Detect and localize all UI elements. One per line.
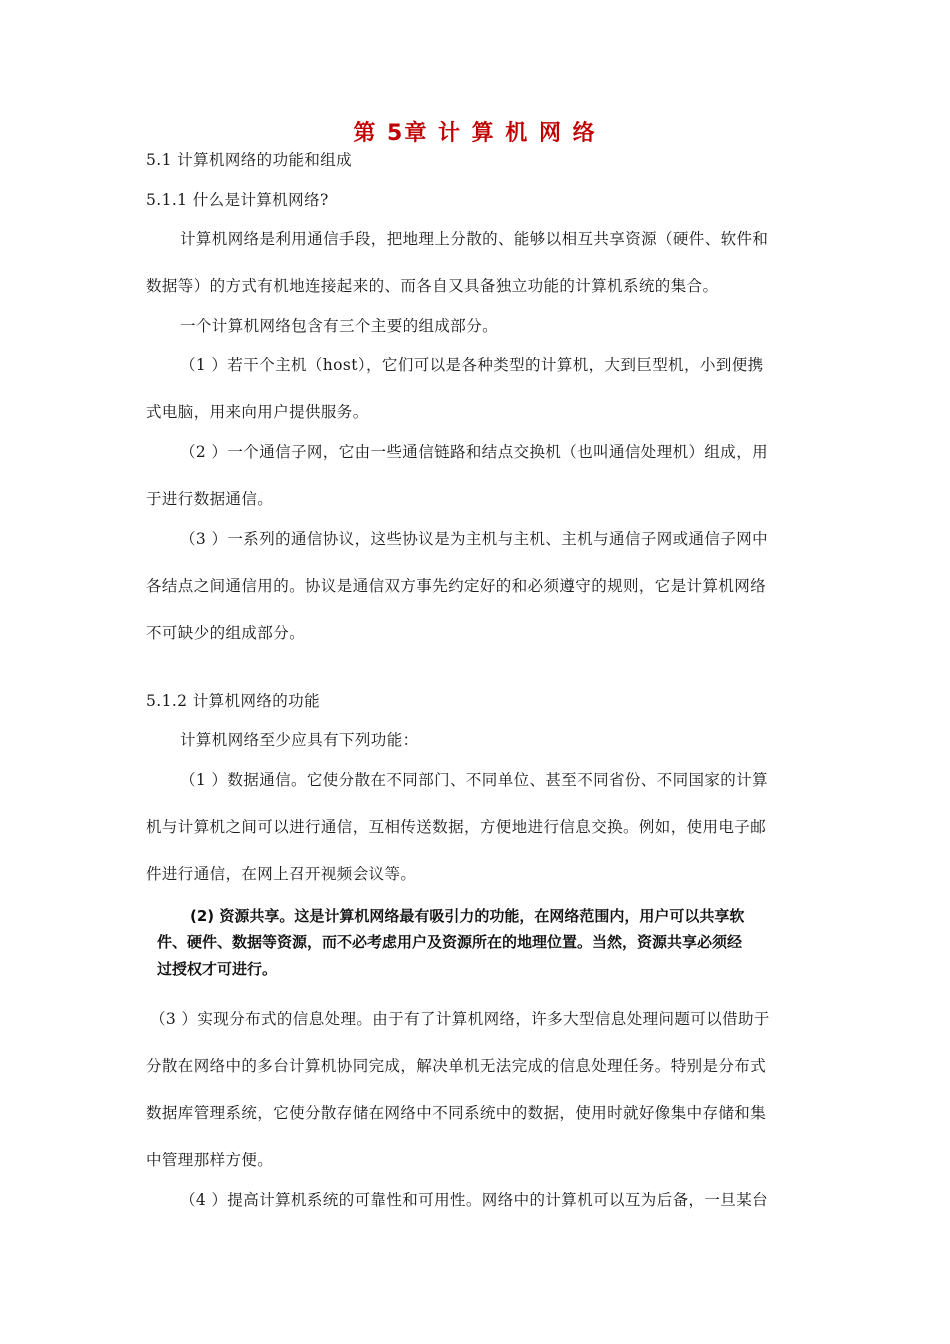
list-item-line: （4 ）提高计算机系统的可靠性和可用性。网络中的计算机可以互为后备，一旦某台: [180, 1191, 768, 1209]
paragraph-line: 计算机网络至少应具有下列功能：: [180, 731, 419, 749]
list-item-line: 中管理那样方便。: [146, 1151, 274, 1169]
chapter-title: 第 5章 计 算 机 网 络: [353, 121, 597, 146]
section-heading-5-1: 5.1 计算机网络的功能和组成: [146, 151, 353, 169]
list-item-line: 数据库管理系统，它使分散存储在网络中不同系统中的数据，使用时就好像集中存储和集: [146, 1104, 767, 1122]
list-item-line: （3 ）实现分布式的信息处理。由于有了计算机网络，许多大型信息处理问题可以借助于: [150, 1010, 770, 1028]
bold-list-item-line: 过授权才可进行。: [157, 960, 278, 978]
list-item-line: 各结点之间通信用的。协议是通信双方事先约定好的和必须遵守的规则，它是计算机网络: [146, 577, 767, 595]
list-item-line: 件进行通信，在网上召开视频会议等。: [146, 865, 417, 883]
list-item-line: 不可缺少的组成部分。: [146, 624, 306, 642]
bold-list-item-line: (2) 资源共享。这是计算机网络最有吸引力的功能，在网络范围内，用户可以共享软: [190, 907, 745, 925]
section-heading-5-1-1: 5.1.1 什么是计算机网络?: [146, 191, 329, 209]
paragraph-line: 一个计算机网络包含有三个主要的组成部分。: [180, 317, 499, 335]
list-item-line: （1 ）若干个主机（host），它们可以是各种类型的计算机，大到巨型机，小到便携: [180, 356, 764, 374]
list-item-line: 于进行数据通信。: [146, 490, 274, 508]
list-item-line: 分散在网络中的多台计算机协同完成，解决单机无法完成的信息处理任务。特别是分布式: [146, 1057, 767, 1075]
section-heading-5-1-2: 5.1.2 计算机网络的功能: [146, 692, 320, 710]
bold-list-item-line: 件、硬件、数据等资源，而不必考虑用户及资源所在的地理位置。当然，资源共享必须经: [157, 933, 743, 951]
list-item-line: （3 ）一系列的通信协议，这些协议是为主机与主机、主机与通信子网或通信子网中: [180, 530, 768, 548]
list-item-line: 式电脑，用来向用户提供服务。: [146, 403, 369, 421]
list-item-line: （2 ）一个通信子网，它由一些通信链路和结点交换机（也叫通信处理机）组成，用: [180, 443, 768, 461]
list-item-line: 机与计算机之间可以进行通信，互相传送数据，方便地进行信息交换。例如，使用电子邮: [146, 818, 767, 836]
paragraph-line: 数据等）的方式有机地连接起来的、而各自又具备独立功能的计算机系统的集合。: [146, 277, 719, 295]
list-item-line: （1 ）数据通信。它使分散在不同部门、不同单位、甚至不同省份、不同国家的计算: [180, 771, 768, 789]
paragraph-line: 计算机网络是利用通信手段，把地理上分散的、能够以相互共享资源（硬件、软件和: [180, 230, 769, 248]
